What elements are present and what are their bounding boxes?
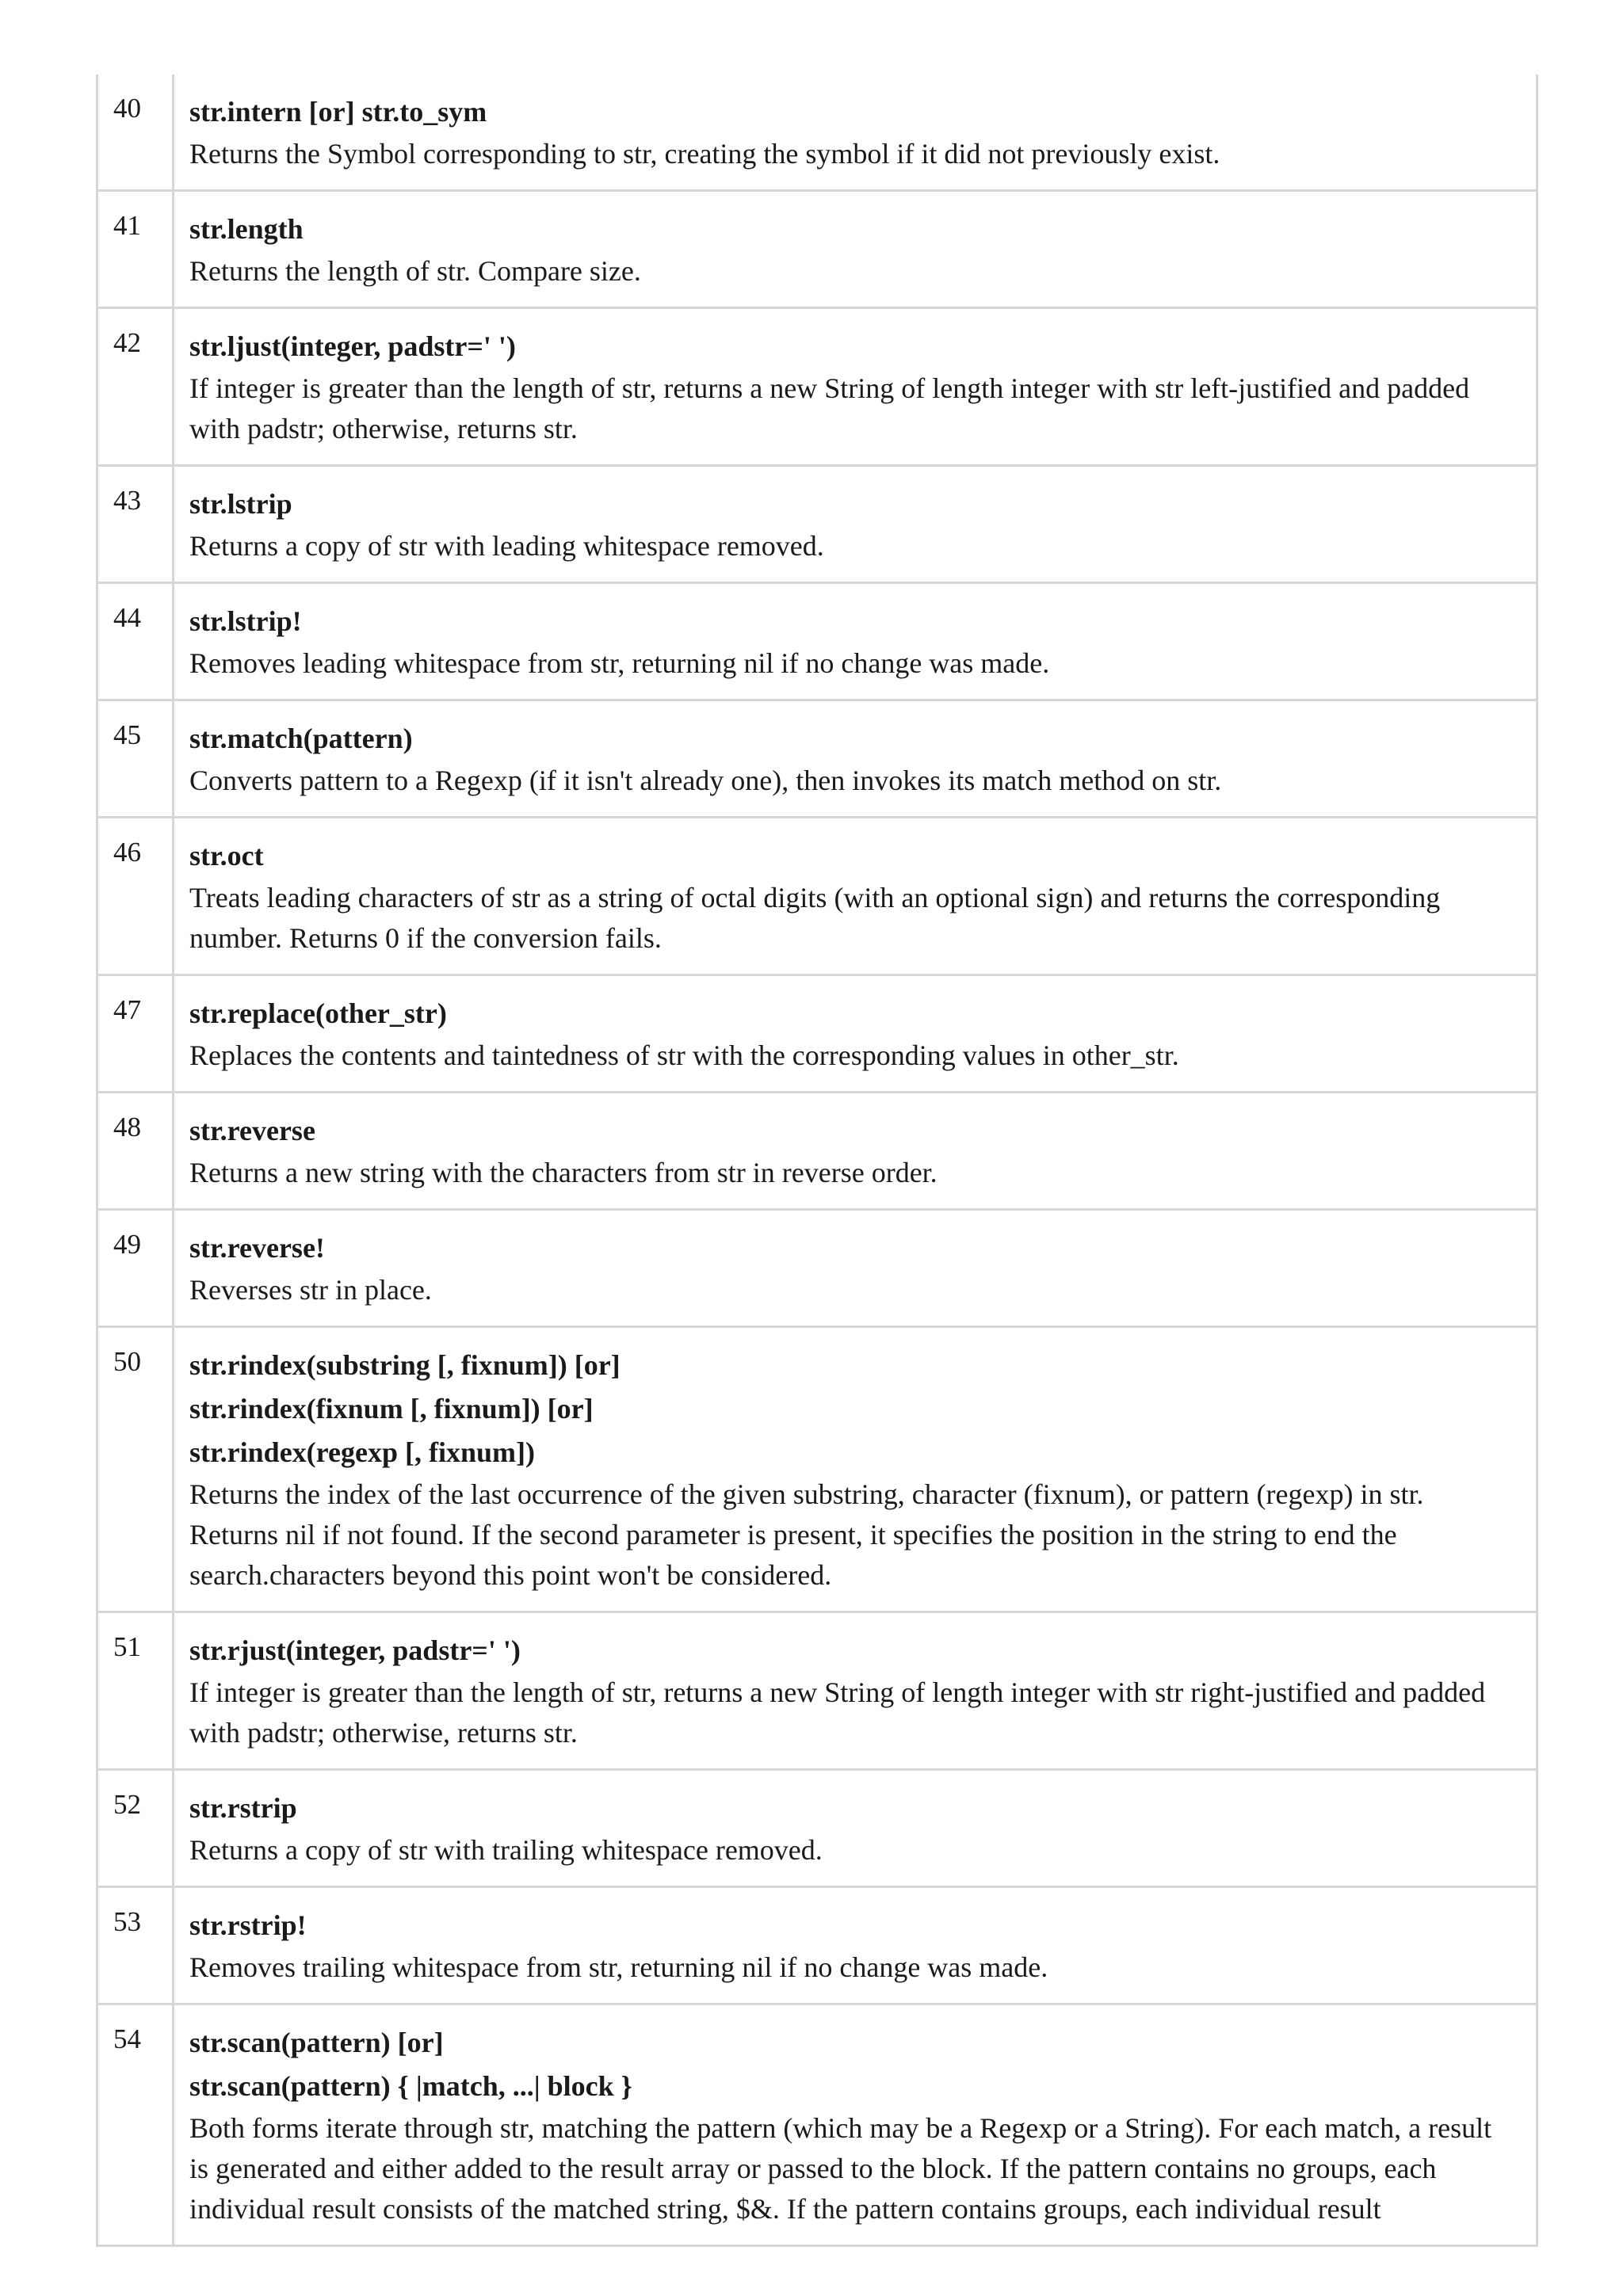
table-row bbox=[97, 466, 1537, 583]
method-description: Returns a copy of str with trailing whitespace removed. bbox=[189, 1834, 823, 1866]
row-number: 46 bbox=[97, 818, 174, 975]
method-description: Returns the length of str. Compare size. bbox=[189, 255, 641, 287]
method-signature: str.replace(other_str) bbox=[189, 997, 447, 1029]
row-number: 44 bbox=[97, 583, 174, 700]
method-signature: str.scan(pattern) [or] bbox=[189, 2027, 444, 2058]
table-row bbox=[97, 1327, 1537, 1612]
method-description: Treats leading characters of str as a string of octal digits (with an optional sign) and returns the corresponding number. Returns 0 if the conversion fails. bbox=[189, 882, 1441, 954]
table-row bbox=[97, 74, 1537, 191]
table-row bbox=[97, 2004, 1537, 2246]
row-number: 45 bbox=[97, 700, 174, 818]
row-number: 47 bbox=[97, 975, 174, 1093]
method-description: Replaces the contents and taintedness of str with the corresponding values in other_str. bbox=[189, 1039, 1179, 1071]
method-cell bbox=[174, 1612, 1537, 1770]
row-number: 42 bbox=[97, 308, 174, 466]
method-signature: str.scan(pattern) { |match, ...| block } bbox=[189, 2070, 632, 2102]
method-description: Removes leading whitespace from str, returning nil if no change was made. bbox=[189, 647, 1050, 679]
table-row bbox=[97, 308, 1537, 466]
table-row bbox=[97, 1612, 1537, 1770]
method-cell bbox=[174, 74, 1537, 191]
row-number: 41 bbox=[97, 191, 174, 308]
method-signature: str.rstrip! bbox=[189, 1909, 307, 1941]
row-number: 51 bbox=[97, 1612, 174, 1770]
method-description: Converts pattern to a Regexp (if it isn't already one), then invokes its match method on str. bbox=[189, 765, 1222, 796]
method-signature: str.ljust(integer, padstr=' ') bbox=[189, 330, 516, 362]
method-description: Returns the Symbol corresponding to str, creating the symbol if it did not previously exist. bbox=[189, 138, 1220, 170]
method-signature: str.lstrip bbox=[189, 488, 292, 520]
method-signature: str.rindex(substring [, fixnum]) [or] bbox=[189, 1349, 621, 1381]
table-row bbox=[97, 583, 1537, 700]
method-cell bbox=[174, 700, 1537, 818]
row-number: 54 bbox=[97, 2004, 174, 2246]
row-number: 49 bbox=[97, 1210, 174, 1327]
table-row bbox=[97, 1210, 1537, 1327]
method-signature: str.intern [or] str.to_sym bbox=[189, 96, 487, 128]
row-number: 52 bbox=[97, 1770, 174, 1887]
method-cell bbox=[174, 1210, 1537, 1327]
method-signature: str.reverse bbox=[189, 1115, 315, 1146]
row-number: 43 bbox=[97, 466, 174, 583]
method-cell bbox=[174, 308, 1537, 466]
table-row bbox=[97, 1093, 1537, 1210]
string-methods-table bbox=[96, 74, 1538, 2247]
method-description: Reverses str in place. bbox=[189, 1274, 432, 1306]
method-cell bbox=[174, 818, 1537, 975]
table-row bbox=[97, 191, 1537, 308]
method-cell bbox=[174, 583, 1537, 700]
methods-table-body bbox=[97, 74, 1537, 2246]
method-signature: str.rindex(fixnum [, fixnum]) [or] bbox=[189, 1393, 594, 1425]
method-signature: str.rjust(integer, padstr=' ') bbox=[189, 1634, 521, 1666]
method-cell bbox=[174, 466, 1537, 583]
row-number: 40 bbox=[97, 74, 174, 191]
method-cell bbox=[174, 191, 1537, 308]
method-description: If integer is greater than the length of str, returns a new String of length integer with str right-justified and padded with padstr; otherwise, returns str. bbox=[189, 1676, 1486, 1749]
table-row bbox=[97, 1887, 1537, 2004]
table-row bbox=[97, 700, 1537, 818]
method-description: If integer is greater than the length of str, returns a new String of length integer with str left-justified and padded with padstr; otherwise, returns str. bbox=[189, 372, 1470, 444]
method-description: Returns a new string with the characters from str in reverse order. bbox=[189, 1157, 938, 1188]
row-number: 53 bbox=[97, 1887, 174, 2004]
method-signature: str.match(pattern) bbox=[189, 723, 413, 754]
method-signature: str.lstrip! bbox=[189, 605, 302, 637]
method-cell bbox=[174, 1887, 1537, 2004]
method-description: Returns the index of the last occurrence of the given substring, character (fixnum), or pattern (regexp) in str. Returns nil if not found. If the second parameter is present, it specifies the position in the string to end the search.characters beyond this point won't be considered. bbox=[189, 1478, 1424, 1591]
row-number: 48 bbox=[97, 1093, 174, 1210]
method-cell bbox=[174, 1093, 1537, 1210]
method-signature: str.reverse! bbox=[189, 1232, 325, 1264]
row-number: 50 bbox=[97, 1327, 174, 1612]
method-description: Returns a copy of str with leading whitespace removed. bbox=[189, 530, 824, 562]
method-signature: str.rindex(regexp [, fixnum]) bbox=[189, 1436, 535, 1468]
method-description: Both forms iterate through str, matching the pattern (which may be a Regexp or a String). For each match, a result is generated and either added to the result array or passed to the block. If the pattern contains no groups, each individual result consists of the matched string, $&. If the pattern contains groups, each individual result bbox=[189, 2112, 1492, 2225]
method-cell bbox=[174, 1327, 1537, 1612]
table-row bbox=[97, 1770, 1537, 1887]
method-description: Removes trailing whitespace from str, returning nil if no change was made. bbox=[189, 1951, 1048, 1983]
method-signature: str.oct bbox=[189, 840, 264, 871]
table-row bbox=[97, 975, 1537, 1093]
method-cell bbox=[174, 2004, 1537, 2246]
table-row bbox=[97, 818, 1537, 975]
method-cell bbox=[174, 1770, 1537, 1887]
method-signature: str.length bbox=[189, 213, 304, 245]
method-cell bbox=[174, 975, 1537, 1093]
method-signature: str.rstrip bbox=[189, 1792, 297, 1824]
